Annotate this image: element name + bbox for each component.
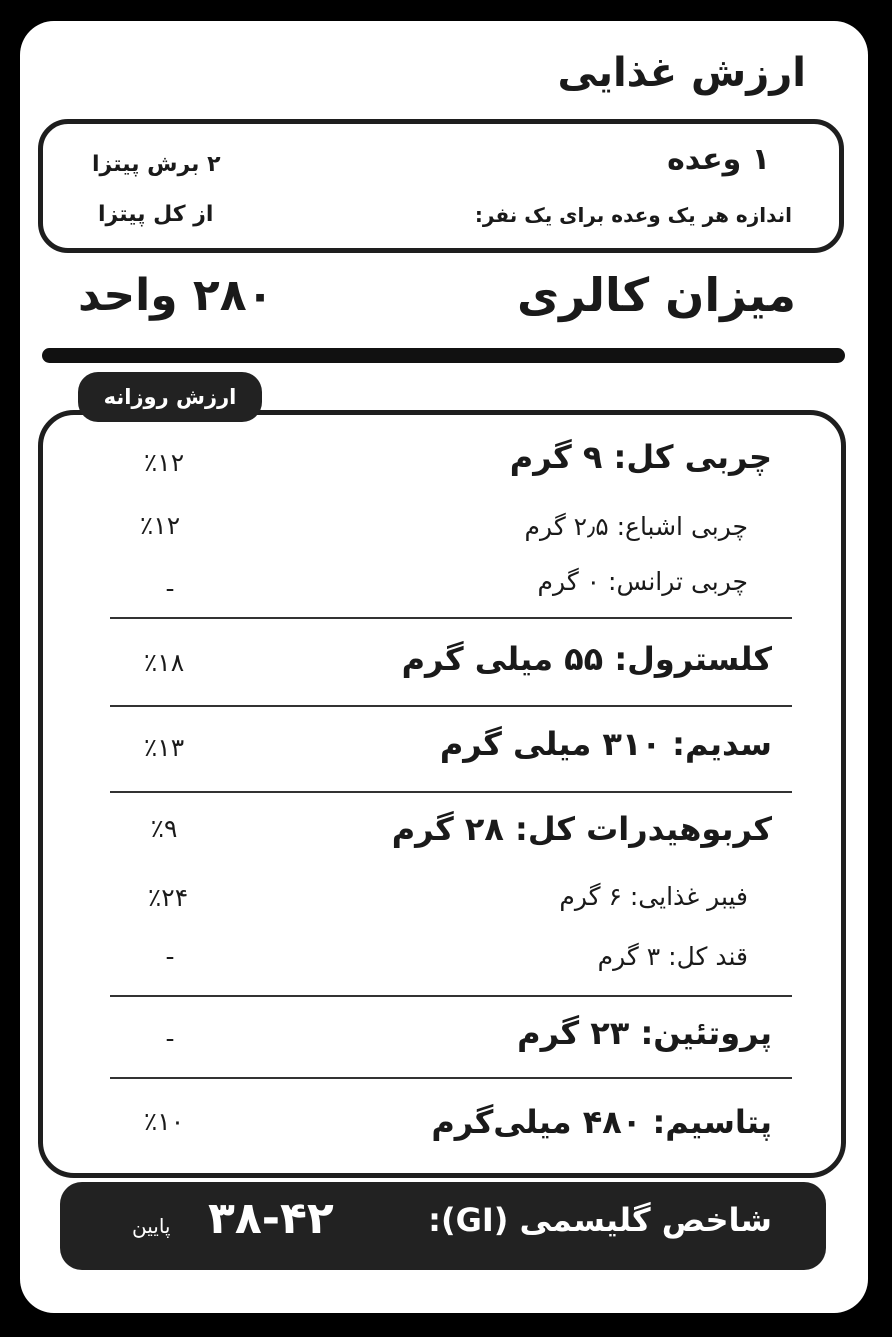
pct-protein: - (165, 1024, 175, 1053)
pct-total-carbs: ٪۹ (150, 814, 178, 843)
glycemic-index-label: شاخص گلیسمی (GI): (428, 1201, 772, 1239)
pct-fiber: ٪۲۴ (147, 883, 189, 912)
nutrient-fiber: فیبر غذایی: ۶ گرم (559, 882, 748, 911)
divider-thick (42, 348, 845, 363)
page-title: ارزش غذایی (557, 50, 806, 96)
nutrient-cholesterol: کلسترول: ۵۵ میلی گرم (401, 640, 772, 678)
servings-count: ۱ وعده (667, 142, 770, 177)
pct-sodium: ٪۱۳ (143, 733, 185, 762)
pct-potassium: ٪۱۰ (143, 1107, 185, 1136)
serving-size-of: از کل پیتزا (98, 202, 214, 227)
nutrient-potassium: پتاسیم: ۴۸۰ میلی‌گرم (431, 1103, 772, 1141)
nutrient-sodium: سدیم: ۳۱۰ میلی گرم (439, 725, 772, 763)
pct-sugar: - (165, 942, 175, 971)
calories-label: میزان کالری (517, 268, 796, 322)
nutrient-protein: پروتئین: ۲۳ گرم (517, 1014, 772, 1052)
serving-box (38, 119, 844, 253)
row-divider (110, 791, 792, 793)
glycemic-index-level: پایین (132, 1214, 171, 1238)
nutrient-sugar: قند کل: ۳ گرم (597, 942, 748, 971)
daily-value-tag: ارزش روزانه (78, 372, 262, 422)
nutrient-trans-fat: چربی ترانس: ۰ گرم (537, 567, 748, 596)
row-divider (110, 1077, 792, 1079)
row-divider (110, 705, 792, 707)
nutrient-total-carbs: کربوهیدرات کل: ۲۸ گرم (391, 810, 772, 848)
pct-total-fat: ٪۱۲ (143, 448, 185, 477)
nutrient-saturated-fat: چربی اشباع: ۲٫۵ گرم (524, 512, 748, 541)
calories-value: ۲۸۰ واحد (78, 270, 274, 321)
pct-cholesterol: ٪۱۸ (143, 648, 185, 677)
nutrient-total-fat: چربی کل: ۹ گرم (509, 438, 772, 476)
pct-trans-fat: - (165, 574, 175, 603)
row-divider (110, 617, 792, 619)
serving-size-label: اندازه هر یک وعده برای یک نفر: (474, 203, 792, 227)
pct-saturated-fat: ٪۱۲ (139, 511, 181, 540)
serving-size-value: ۲ برش پیتزا (92, 152, 221, 177)
glycemic-index-value: ۳۸-۴۲ (208, 1193, 334, 1244)
row-divider (110, 995, 792, 997)
